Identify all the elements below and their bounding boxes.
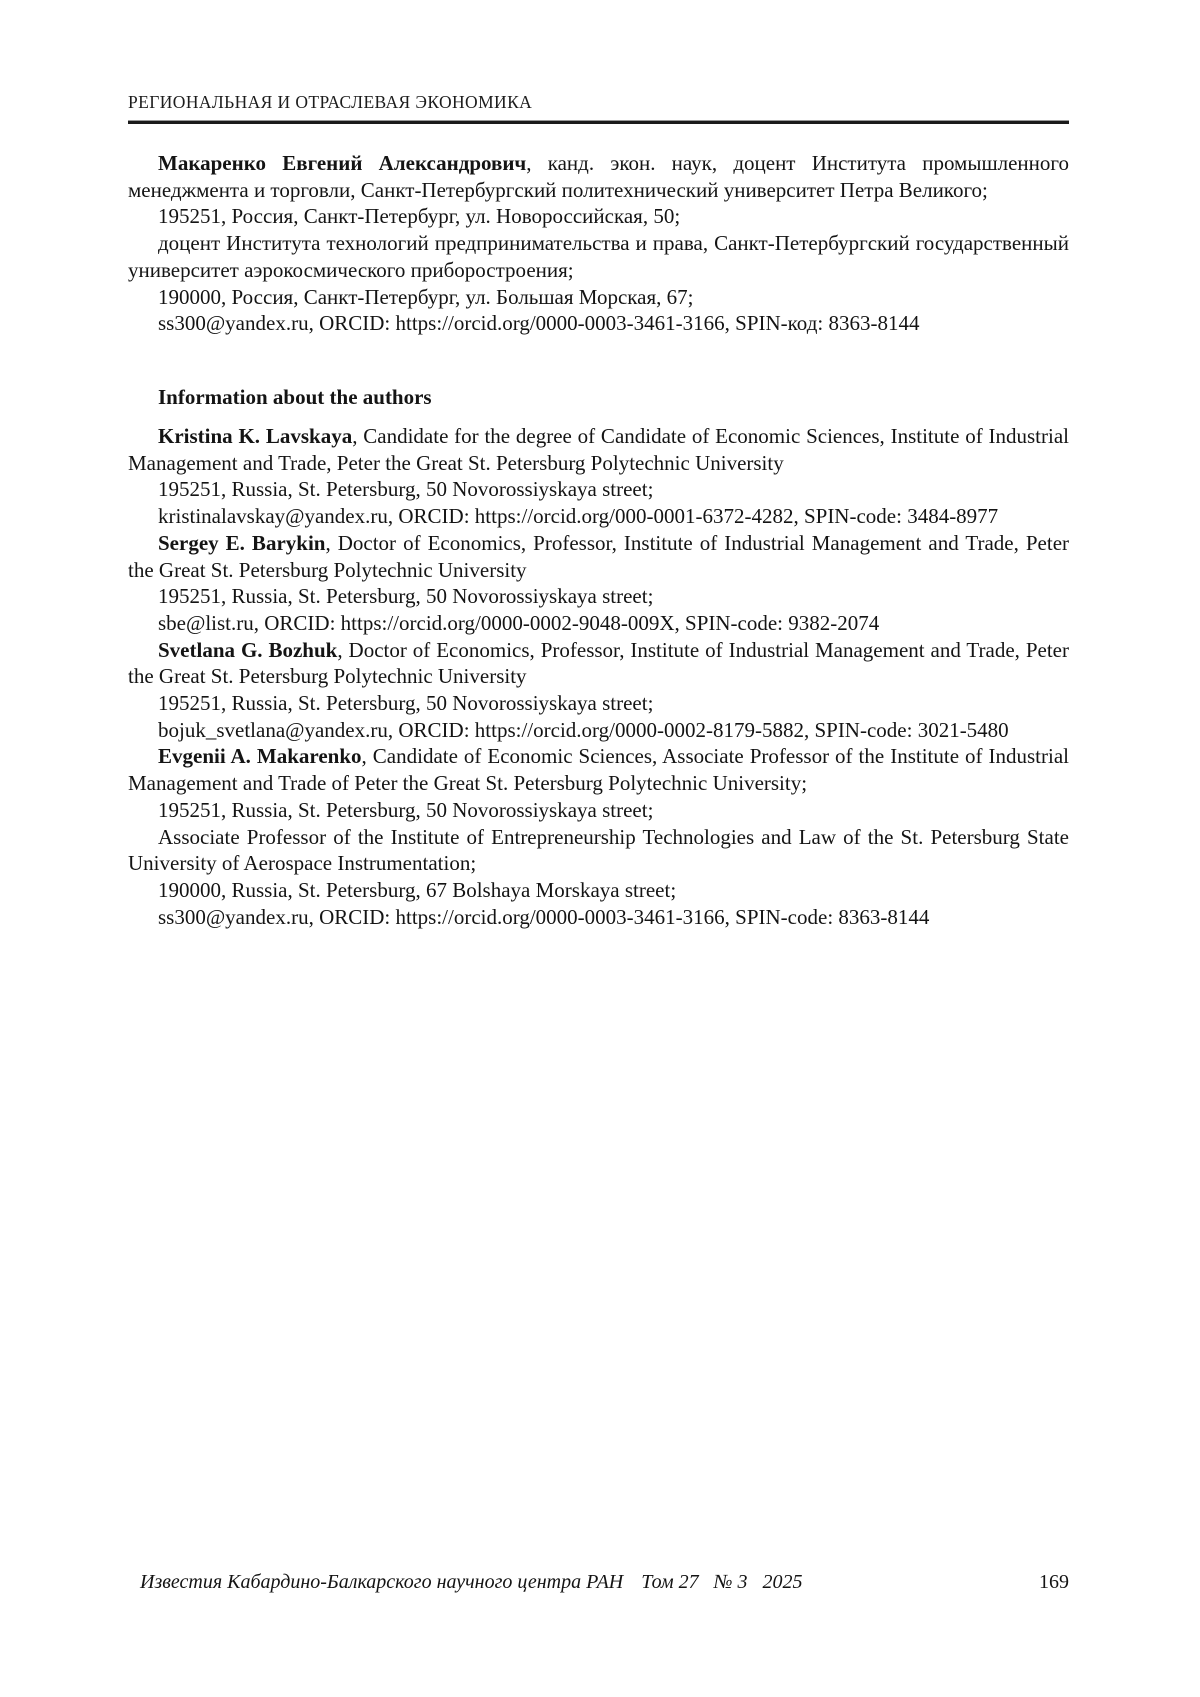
author-name: Sergey E. Barykin [158, 530, 326, 555]
author-affiliation-2: Associate Professor of the Institute of Entrepreneurship Technologies and Law of the St. Petersburg State University of Aerospace Instrumentation; [128, 824, 1069, 876]
author-details: , Candidate for the degree of Candidate of Economic Sciences, Institute of Industrial Management and Trade, Peter the Great St. Petersburg Polytechnic University [128, 424, 1069, 475]
author-address: 195251, Russia, St. Petersburg, 50 Novorossiyskaya street; [158, 797, 654, 822]
author-entry-paragraph [128, 637, 1069, 690]
footer-volume: Том 27 [641, 1571, 699, 1593]
footer-year: 2025 [762, 1571, 803, 1593]
author-address: 195251, Russia, St. Petersburg, 50 Novorossiyskaya street; [158, 477, 654, 502]
russian-author-paragraph [128, 150, 1069, 203]
russian-author-details: , канд. экон. наук, доцент Института промышленного менеджмента и торговли, Санкт-Петербургский политехнический университет Петра Великого; [128, 151, 1069, 202]
russian-author-affiliation-2: доцент Института технологий предпринимательства и права, Санкт-Петербургский государственный университет аэрокосмического приборостроения; [128, 231, 1069, 282]
author-address: 195251, Russia, St. Petersburg, 50 Novorossiyskaya street; [158, 584, 654, 609]
author-contacts: kristinalavskay@yandex.ru, ORCID: https://orcid.org/000-0001-6372-4282, SPIN-code: 3484-8977 [158, 504, 999, 529]
page-footer [128, 1570, 1069, 1595]
russian-author-address-2: 190000, Россия, Санкт-Петербург, ул. Большая Морская, 67; [158, 284, 694, 309]
author-entry-paragraph [128, 743, 1069, 796]
author-details: , Doctor of Economics, Professor, Institute of Industrial Management and Trade, Peter the Great St. Petersburg Polytechnic University [128, 530, 1070, 582]
author-details: , Candidate of Economic Sciences, Associate Professor of the Institute of Industrial Management and Trade of Peter the Great St. Petersburg Polytechnic University; [128, 744, 1069, 796]
authors-section-heading: Information about the authors [158, 385, 432, 409]
author-details: , Doctor of Economics, Professor, Institute of Industrial Management and Trade, Peter the Great St. Petersburg Polytechnic University [128, 637, 1069, 689]
author-entry-paragraph [128, 423, 1069, 476]
author-contacts: sbe@list.ru, ORCID: https://orcid.org/0000-0002-9048-009X, SPIN-code: 9382-2074 [158, 610, 880, 635]
russian-author-block [128, 150, 1069, 337]
english-authors-block [128, 423, 1069, 930]
author-name: Kristina K. Lavskaya [158, 424, 353, 448]
author-name: Evgenii A. Makarenko [158, 744, 362, 769]
author-address-2: 190000, Russia, St. Petersburg, 67 Bolshaya Morskaya street; [158, 877, 677, 902]
footer-journal-title: Известия Кабардино-Балкарского научного центра РАН [140, 1571, 624, 1593]
footer-journal-line [140, 1570, 803, 1595]
russian-author-name: Макаренко Евгений Александрович [158, 151, 527, 175]
author-contacts: bojuk_svetlana@yandex.ru, ORCID: https://orcid.org/0000-0002-8179-5882, SPIN-code: 3021-5480 [158, 717, 1009, 742]
running-head: РЕГИОНАЛЬНАЯ И ОТРАСЛЕВАЯ ЭКОНОМИКА [128, 92, 533, 112]
author-entry-paragraph [128, 530, 1069, 583]
page-number: 169 [1039, 1571, 1069, 1593]
author-address: 195251, Russia, St. Petersburg, 50 Novorossiyskaya street; [158, 691, 654, 716]
russian-author-contacts: ss300@yandex.ru, ORCID: https://orcid.org/0000-0003-3461-3166, SPIN-код: 8363-8144 [158, 311, 920, 336]
footer-issue: № 3 [713, 1571, 748, 1593]
author-contacts: ss300@yandex.ru, ORCID: https://orcid.org/0000-0003-3461-3166, SPIN-code: 8363-8144 [158, 904, 930, 929]
russian-author-address-1: 195251, Россия, Санкт-Петербург, ул. Новороссийская, 50; [158, 204, 681, 229]
author-name: Svetlana G. Bozhuk [158, 637, 338, 662]
header-rule [128, 120, 1069, 124]
